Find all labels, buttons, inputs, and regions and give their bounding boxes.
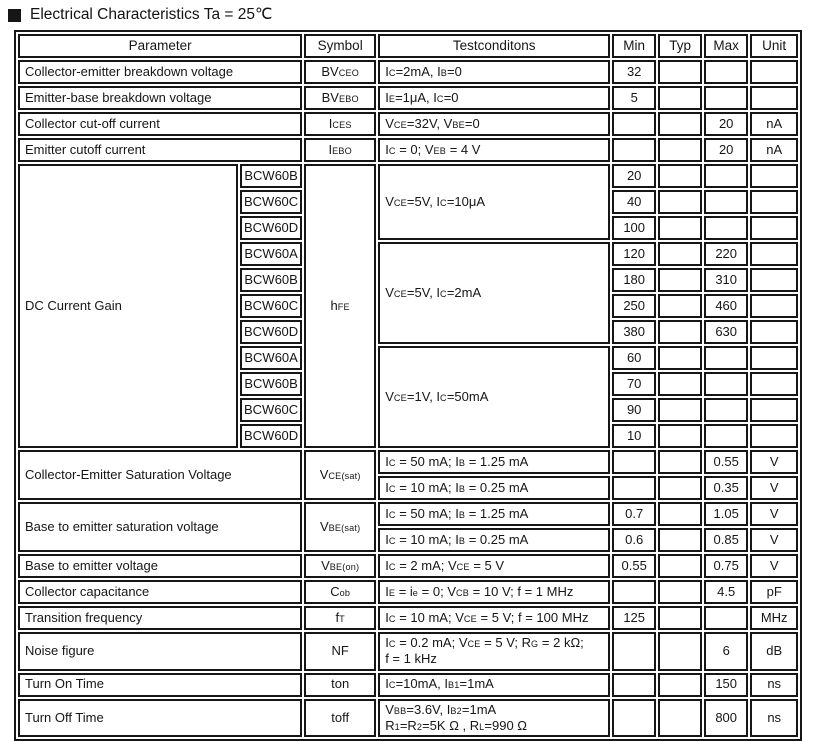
cell-condition: IE=1μA, IC=0 — [378, 86, 610, 110]
cell-symbol: fT — [304, 606, 376, 630]
cell-condition: IC = 0.2 mA; VCE = 5 V; RG = 2 kΩ; f = 1 kHz — [378, 632, 610, 671]
cell-unit — [750, 398, 798, 422]
cell-typ — [658, 673, 702, 697]
cell-typ — [658, 450, 702, 474]
cell-typ — [658, 112, 702, 136]
cell-typ — [658, 632, 702, 671]
cell-typ — [658, 294, 702, 318]
cell-part: BCW60C — [240, 190, 302, 214]
cell-parameter: Collector capacitance — [18, 580, 302, 604]
cell-parameter: Turn On Time — [18, 673, 302, 697]
cell-symbol: NF — [304, 632, 376, 671]
cell-max — [704, 190, 748, 214]
cell-symbol: ICES — [304, 112, 376, 136]
cell-max: 6 — [704, 632, 748, 671]
cell-unit: V — [750, 554, 798, 578]
cell-typ — [658, 190, 702, 214]
cell-condition: IC=10mA, IB1=1mA — [378, 673, 610, 697]
table-row — [18, 502, 798, 526]
cell-typ — [658, 528, 702, 552]
cell-min: 125 — [612, 606, 656, 630]
cell-unit — [750, 346, 798, 370]
cell-max: 460 — [704, 294, 748, 318]
cell-max: 0.35 — [704, 476, 748, 500]
header-typ: Typ — [658, 34, 702, 58]
cell-unit — [750, 86, 798, 110]
cell-symbol: toff — [304, 699, 376, 738]
table-header-row — [18, 34, 798, 58]
cell-max: 800 — [704, 699, 748, 738]
cell-min: 0.6 — [612, 528, 656, 552]
cell-symbol: IEBO — [304, 138, 376, 162]
cell-condition: VBB=3.6V, IB2=1mA R1=R2=5K Ω , RL=990 Ω — [378, 699, 610, 738]
cell-part: BCW60A — [240, 346, 302, 370]
cell-min: 180 — [612, 268, 656, 292]
cell-unit: V — [750, 502, 798, 526]
header-max: Max — [704, 34, 748, 58]
cell-part: BCW60C — [240, 294, 302, 318]
cell-symbol: BVCEO — [304, 60, 376, 84]
cell-typ — [658, 606, 702, 630]
header-min: Min — [612, 34, 656, 58]
header-unit: Unit — [750, 34, 798, 58]
cell-min: 0.55 — [612, 554, 656, 578]
table-row — [18, 60, 798, 84]
cell-unit: pF — [750, 580, 798, 604]
cell-max: 1.05 — [704, 502, 748, 526]
cell-min: 60 — [612, 346, 656, 370]
cell-max — [704, 86, 748, 110]
cell-parameter: Base to emitter saturation voltage — [18, 502, 302, 552]
cell-symbol: VBE(on) — [304, 554, 376, 578]
cell-typ — [658, 86, 702, 110]
cell-part: BCW60C — [240, 398, 302, 422]
cell-part: BCW60D — [240, 216, 302, 240]
cell-unit: V — [750, 450, 798, 474]
section-bullet-icon — [8, 9, 21, 22]
cell-symbol: hFE — [304, 164, 376, 448]
cell-typ — [658, 580, 702, 604]
cell-typ — [658, 60, 702, 84]
cell-min: 40 — [612, 190, 656, 214]
cell-min: 0.7 — [612, 502, 656, 526]
cell-condition: IC=2mA, IB=0 — [378, 60, 610, 84]
cell-parameter: Noise figure — [18, 632, 302, 671]
table-row — [18, 138, 798, 162]
cell-min — [612, 632, 656, 671]
cell-condition: IC = 0; VEB = 4 V — [378, 138, 610, 162]
header-parameter: Parameter — [18, 34, 302, 58]
cell-part: BCW60B — [240, 164, 302, 188]
cell-unit — [750, 372, 798, 396]
cell-condition: IC = 10 mA; VCE = 5 V; f = 100 MHz — [378, 606, 610, 630]
cell-part: BCW60B — [240, 372, 302, 396]
table-row — [18, 112, 798, 136]
cell-parameter: Base to emitter voltage — [18, 554, 302, 578]
cell-typ — [658, 138, 702, 162]
cell-min: 100 — [612, 216, 656, 240]
cell-part: BCW60D — [240, 424, 302, 448]
cell-symbol: VBE(sat) — [304, 502, 376, 552]
cell-typ — [658, 398, 702, 422]
cell-max: 220 — [704, 242, 748, 266]
cell-parameter: Collector cut-off current — [18, 112, 302, 136]
cell-unit — [750, 164, 798, 188]
cell-max — [704, 372, 748, 396]
cell-max: 0.55 — [704, 450, 748, 474]
cell-condition: IE = ie = 0; VCB = 10 V; f = 1 MHz — [378, 580, 610, 604]
cell-symbol: BVEBO — [304, 86, 376, 110]
cell-typ — [658, 268, 702, 292]
cell-unit — [750, 190, 798, 214]
cell-max — [704, 216, 748, 240]
cell-min: 70 — [612, 372, 656, 396]
cell-unit — [750, 216, 798, 240]
table-row — [18, 450, 798, 474]
cell-min: 90 — [612, 398, 656, 422]
cell-typ — [658, 346, 702, 370]
cell-condition: VCE=5V, IC=2mA — [378, 242, 610, 344]
cell-condition: IC = 10 mA; IB = 0.25 mA — [378, 528, 610, 552]
cell-condition: IC = 50 mA; IB = 1.25 mA — [378, 502, 610, 526]
cell-part: BCW60A — [240, 242, 302, 266]
cell-max: 0.75 — [704, 554, 748, 578]
cell-max — [704, 346, 748, 370]
table-row — [18, 164, 798, 188]
cell-unit: ns — [750, 673, 798, 697]
cell-parameter: DC Current Gain — [18, 164, 238, 448]
section-title-text: Electrical Characteristics Ta = 25℃ — [30, 6, 273, 23]
table-row — [18, 86, 798, 110]
cell-max: 150 — [704, 673, 748, 697]
cell-condition: VCE=1V, IC=50mA — [378, 346, 610, 448]
cell-typ — [658, 699, 702, 738]
table-row — [18, 554, 798, 578]
cell-typ — [658, 502, 702, 526]
table-row — [18, 673, 798, 697]
cell-unit — [750, 320, 798, 344]
cell-min — [612, 476, 656, 500]
cell-symbol: VCE(sat) — [304, 450, 376, 500]
cell-min: 10 — [612, 424, 656, 448]
table-header — [18, 34, 798, 58]
cell-typ — [658, 164, 702, 188]
cell-min: 20 — [612, 164, 656, 188]
cell-max — [704, 60, 748, 84]
cell-unit — [750, 60, 798, 84]
section-title — [8, 6, 813, 24]
cell-max — [704, 164, 748, 188]
cell-unit: nA — [750, 112, 798, 136]
cell-min: 5 — [612, 86, 656, 110]
cell-part: BCW60B — [240, 268, 302, 292]
electrical-characteristics-table — [14, 30, 802, 741]
cell-max — [704, 424, 748, 448]
table-row — [18, 632, 798, 671]
cell-unit: MHz — [750, 606, 798, 630]
cell-parameter: Collector-Emitter Saturation Voltage — [18, 450, 302, 500]
cell-max: 0.85 — [704, 528, 748, 552]
cell-unit: nA — [750, 138, 798, 162]
cell-unit — [750, 424, 798, 448]
cell-typ — [658, 242, 702, 266]
cell-min: 250 — [612, 294, 656, 318]
cell-condition: IC = 10 mA; IB = 0.25 mA — [378, 476, 610, 500]
cell-condition: VCE=32V, VBE=0 — [378, 112, 610, 136]
cell-min: 380 — [612, 320, 656, 344]
cell-symbol: ton — [304, 673, 376, 697]
cell-max: 310 — [704, 268, 748, 292]
header-testconditons: Testconditons — [378, 34, 610, 58]
cell-parameter: Turn Off Time — [18, 699, 302, 738]
cell-typ — [658, 424, 702, 448]
cell-unit: ns — [750, 699, 798, 738]
cell-unit: V — [750, 476, 798, 500]
cell-min — [612, 450, 656, 474]
header-symbol: Symbol — [304, 34, 376, 58]
cell-condition: IC = 2 mA; VCE = 5 V — [378, 554, 610, 578]
cell-typ — [658, 372, 702, 396]
cell-typ — [658, 554, 702, 578]
cell-part: BCW60D — [240, 320, 302, 344]
cell-min — [612, 138, 656, 162]
cell-typ — [658, 476, 702, 500]
cell-max: 630 — [704, 320, 748, 344]
cell-typ — [658, 216, 702, 240]
table-row — [18, 580, 798, 604]
cell-min — [612, 580, 656, 604]
cell-parameter: Emitter-base breakdown voltage — [18, 86, 302, 110]
table-row — [18, 699, 798, 738]
cell-max: 20 — [704, 138, 748, 162]
table-body — [18, 60, 798, 737]
cell-unit: V — [750, 528, 798, 552]
cell-unit — [750, 268, 798, 292]
cell-max: 20 — [704, 112, 748, 136]
cell-min — [612, 673, 656, 697]
cell-min: 120 — [612, 242, 656, 266]
cell-parameter: Emitter cutoff current — [18, 138, 302, 162]
table-row — [18, 606, 798, 630]
cell-max: 4.5 — [704, 580, 748, 604]
cell-condition: VCE=5V, IC=10μA — [378, 164, 610, 240]
cell-min — [612, 699, 656, 738]
cell-unit — [750, 294, 798, 318]
cell-max — [704, 606, 748, 630]
cell-parameter: Collector-emitter breakdown voltage — [18, 60, 302, 84]
cell-unit: dB — [750, 632, 798, 671]
cell-max — [704, 398, 748, 422]
cell-typ — [658, 320, 702, 344]
cell-min: 32 — [612, 60, 656, 84]
cell-min — [612, 112, 656, 136]
cell-condition: IC = 50 mA; IB = 1.25 mA — [378, 450, 610, 474]
cell-parameter: Transition frequency — [18, 606, 302, 630]
cell-unit — [750, 242, 798, 266]
cell-symbol: Cob — [304, 580, 376, 604]
